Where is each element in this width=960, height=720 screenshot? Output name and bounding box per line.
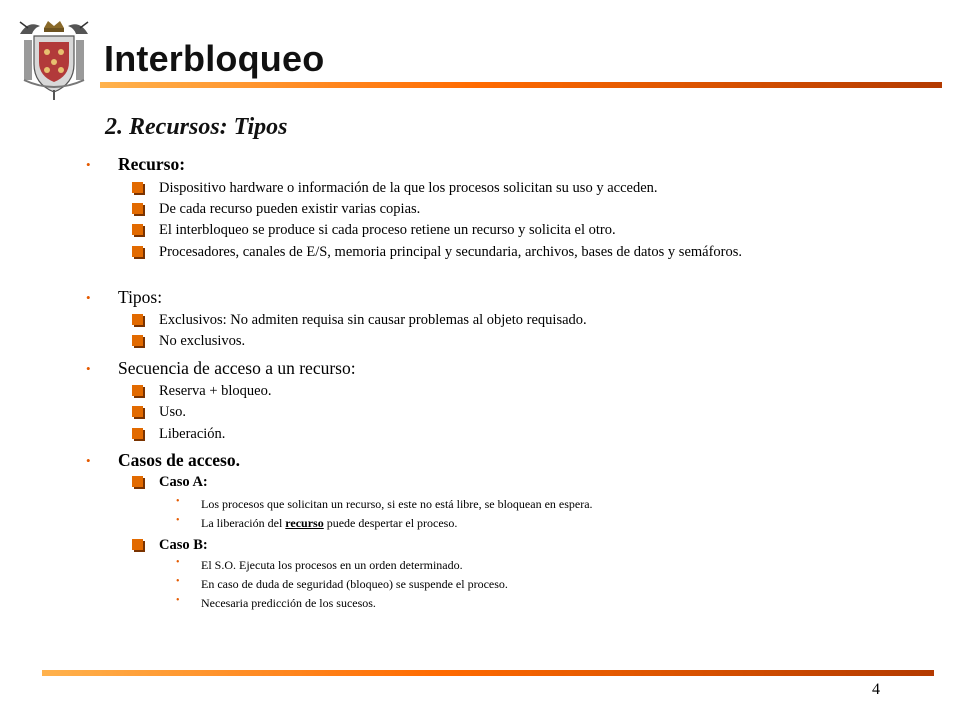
item-text: Reserva + bloqueo. [159, 383, 272, 399]
bullet-text: Recurso: [118, 154, 186, 174]
square-bullet-icon [132, 335, 143, 346]
bullet-dot-icon: • [86, 361, 91, 376]
footer-divider [42, 670, 934, 676]
item-text: Caso B: [159, 537, 208, 553]
square-bullet-icon [132, 182, 143, 193]
square-bullet-icon [132, 406, 143, 417]
item-text: No exclusivos. [159, 333, 246, 349]
square-bullet-icon [132, 246, 143, 257]
emphasized-word: recurso [285, 516, 324, 530]
bullet-text: Casos de acceso. [118, 450, 240, 470]
square-bullet-icon [132, 539, 143, 550]
square-bullet-icon [132, 224, 143, 235]
sub-item-text: Necesaria predicción de los sucesos. [201, 596, 376, 610]
sub-item-text: En caso de duda de seguridad (bloqueo) se suspende el proceso. [201, 577, 508, 591]
square-bullet-icon [132, 203, 143, 214]
item-text: De cada recurso pueden existir varias copias. [159, 201, 421, 217]
square-bullet-icon [132, 314, 143, 325]
bullet-dot-icon: • [176, 595, 180, 606]
page-number: 4 [872, 681, 880, 698]
bullet-text: Tipos: [118, 287, 163, 307]
slide-title: Interbloqueo [104, 38, 325, 79]
item-text: Caso A: [159, 474, 208, 490]
bullet-dot-icon: • [86, 157, 91, 172]
item-text: Exclusivos: No admiten requisa sin causar problemas al objeto requisado. [159, 312, 587, 328]
bullet-text: Secuencia de acceso a un recurso: [118, 358, 356, 378]
title-divider [100, 82, 942, 88]
sub-item-text: El S.O. Ejecuta los procesos en un orden determinado. [201, 558, 463, 572]
item-text: Dispositivo hardware o información de la que los procesos solicitan su uso y acceden. [159, 180, 658, 196]
square-bullet-icon [132, 385, 143, 396]
bullet-dot-icon: • [86, 453, 91, 468]
item-text: El interbloqueo se produce si cada proceso retiene un recurso y solicita el otro. [159, 222, 616, 238]
item-text: Liberación. [159, 426, 226, 442]
bullet-dot-icon: • [176, 557, 180, 568]
bullet-dot-icon: • [176, 515, 180, 526]
slide-subtitle: 2. Recursos: Tipos [105, 114, 288, 140]
sub-item-text [201, 516, 457, 531]
sub-item-text-pre: La liberación del [201, 516, 286, 530]
square-bullet-icon [132, 428, 143, 439]
item-text: Procesadores, canales de E/S, memoria principal y secundaria, archivos, bases de datos y semáforos. [159, 244, 743, 260]
bullet-dot-icon: • [176, 576, 180, 587]
square-bullet-icon [132, 476, 143, 487]
item-text: Uso. [159, 404, 186, 420]
university-coat-of-arms-icon [14, 12, 94, 100]
sub-item-text: Los procesos que solicitan un recurso, si este no está libre, se bloquean en espera. [201, 497, 593, 511]
bullet-dot-icon: • [176, 496, 180, 507]
sub-item-text-post: puede despertar el proceso. [323, 516, 458, 530]
bullet-dot-icon: • [86, 290, 91, 305]
